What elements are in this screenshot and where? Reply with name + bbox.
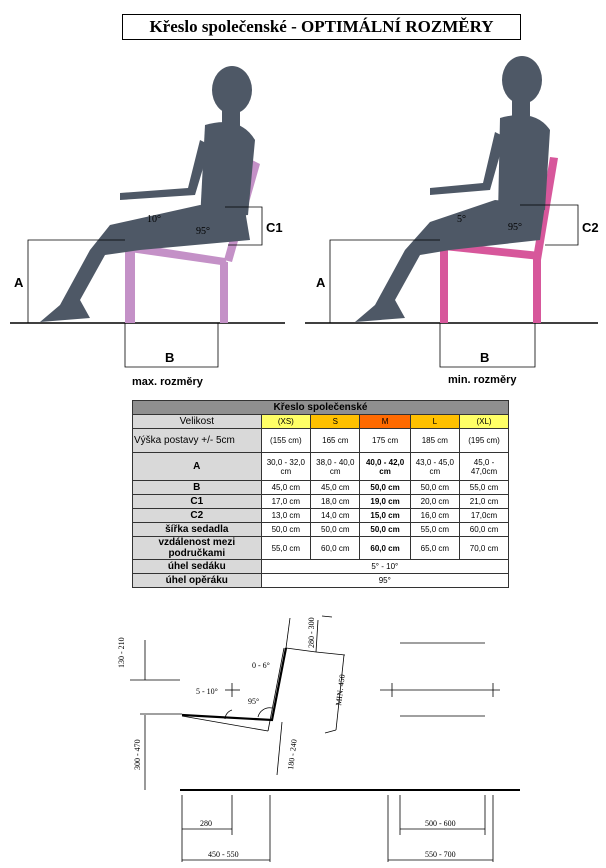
header-label: Velikost — [133, 415, 262, 429]
header-l: L — [410, 415, 459, 429]
row-label: vzdálenost mezi područkami — [133, 537, 262, 560]
chair-front-leg — [440, 240, 448, 323]
table-cell: 20,0 cm — [410, 495, 459, 509]
back-bottom-line — [268, 648, 284, 731]
table-cell: 50,0 cm — [311, 523, 360, 537]
row-label: úhel sedáku — [133, 560, 262, 574]
table-cell: 165 cm — [311, 429, 360, 453]
angle-back: 95° — [196, 226, 210, 237]
table-cell: 50,0 cm — [360, 523, 410, 537]
table-cell: 60,0 cm — [460, 523, 509, 537]
table-cell: 185 cm — [410, 429, 459, 453]
dim-0-6: 0 - 6° — [252, 661, 270, 670]
seat-bottom-line — [182, 716, 268, 731]
chair-back-leg — [533, 254, 541, 323]
table-cell: 30,0 - 32,0 cm — [261, 453, 310, 481]
right-caption: min. rozměry — [448, 374, 517, 386]
table-title: Křeslo společenské — [133, 401, 509, 415]
table-cell: 19,0 cm — [360, 495, 410, 509]
table-cell: 60,0 cm — [360, 537, 410, 560]
table-cell: 95° — [261, 574, 508, 588]
row-label: úhel opěráku — [133, 574, 262, 588]
dim-280: 280 — [200, 819, 212, 828]
row-label: C1 — [133, 495, 262, 509]
dim-min-450: MIN. 450 — [334, 673, 347, 707]
table-cell: 175 cm — [360, 429, 410, 453]
header-xl: (XL) — [460, 415, 509, 429]
label-a: A — [316, 275, 326, 290]
table-cell: 14,0 cm — [311, 509, 360, 523]
size-table — [132, 400, 509, 588]
table-cell: 55,0 cm — [410, 523, 459, 537]
dim-95: 95° — [248, 697, 260, 706]
dim-130-210: 130 - 210 — [117, 637, 126, 668]
table-cell: 18,0 cm — [311, 495, 360, 509]
label-a: A — [14, 275, 24, 290]
table-cell: 38,0 - 40,0 cm — [311, 453, 360, 481]
table-cell: 50,0 cm — [360, 481, 410, 495]
label-b: B — [480, 350, 490, 365]
table-cell: 45,0 cm — [261, 481, 310, 495]
dim-550-700: 550 - 700 — [425, 850, 456, 859]
table-cell: 13,0 cm — [261, 509, 310, 523]
table-cell: 65,0 cm — [410, 537, 459, 560]
header-s: S — [311, 415, 360, 429]
dim-450-550: 450 - 550 — [208, 850, 239, 859]
left-caption: max. rozměry — [132, 376, 203, 388]
chair-back-leg — [220, 262, 228, 323]
table-cell: 43,0 - 45,0 cm — [410, 453, 459, 481]
dim-300-470: 300 - 470 — [133, 739, 142, 770]
table-cell: 40,0 - 42,0 cm — [360, 453, 410, 481]
page-title: Křeslo společenské - OPTIMÁLNÍ ROZMĚRY — [122, 14, 521, 40]
table-cell: (195 cm) — [460, 429, 509, 453]
table-cell: 50,0 cm — [410, 481, 459, 495]
dim-280-300: 280 - 300 — [307, 617, 316, 648]
table-cell: 60,0 cm — [311, 537, 360, 560]
row-label: šířka sedadla — [133, 523, 262, 537]
table-cell: 21,0 cm — [460, 495, 509, 509]
table-cell: 45,0 - 47,0cm — [460, 453, 509, 481]
angle-back: 95° — [508, 222, 522, 233]
dim-500-600: 500 - 600 — [425, 819, 456, 828]
left-figure — [10, 66, 285, 367]
table-cell: 17,0cm — [460, 509, 509, 523]
table-cell: 16,0 cm — [410, 509, 459, 523]
row-label: B — [133, 481, 262, 495]
table-cell: 15,0 cm — [360, 509, 410, 523]
dim-5-10: 5 - 10° — [196, 687, 218, 696]
right-figure — [305, 56, 599, 367]
chair-figures — [0, 0, 606, 400]
person-silhouette — [355, 56, 550, 322]
table-cell: 50,0 cm — [261, 523, 310, 537]
row-label: A — [133, 453, 262, 481]
header-xs: (XS) — [261, 415, 310, 429]
table-cell: (155 cm) — [261, 429, 310, 453]
seat-profile — [182, 648, 286, 720]
angle-seat: 10° — [147, 214, 161, 225]
header-m: M — [360, 415, 410, 429]
table-cell: 17,0 cm — [261, 495, 310, 509]
row-label: C2 — [133, 509, 262, 523]
label-c2: C2 — [582, 220, 599, 235]
table-cell: 55,0 cm — [460, 481, 509, 495]
table-cell: 5° - 10° — [261, 560, 508, 574]
dim-180-240: 180 - 240 — [286, 738, 299, 771]
height-label: Výška postavy +/- 5cm — [133, 429, 262, 453]
angle-seat: 5° — [457, 214, 466, 225]
label-c1: C1 — [266, 220, 283, 235]
table-cell: 70,0 cm — [460, 537, 509, 560]
table-cell: 45,0 cm — [311, 481, 360, 495]
table-cell: 55,0 cm — [261, 537, 310, 560]
label-b: B — [165, 350, 175, 365]
